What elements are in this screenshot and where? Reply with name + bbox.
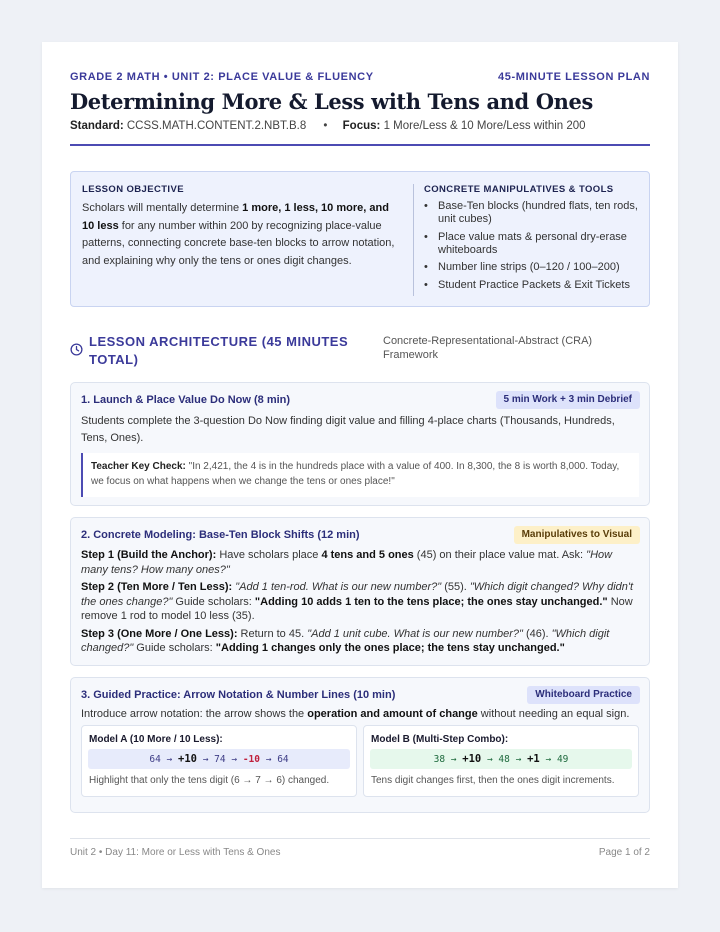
section-intro: Introduce arrow notation: the arrow shows the operation and amount of change without needing an equal sign.: [81, 708, 630, 720]
section-concrete-modeling: [70, 517, 650, 666]
section-body: Students complete the 3-question Do Now finding digit value and filling 4-place charts (Thousands, Hundreds, Tens, Ones).: [81, 415, 615, 444]
arrow-notation: 38 → +10 → 48 → +1 → 49: [370, 749, 632, 769]
standard-value: CCSS.MATH.CONTENT.2.NBT.B.8: [126, 120, 307, 132]
section-launch: [70, 382, 650, 506]
model-heading: Model A (10 More / 10 Less):: [89, 734, 223, 745]
header-top-line: [70, 71, 650, 83]
plan-label: 45-MINUTE LESSON PLAN: [498, 71, 650, 83]
arrow-notation: 64 → +10 → 74 → -10 → 64: [88, 749, 350, 769]
arrow-icon: →: [486, 754, 493, 765]
objective-box: [70, 171, 650, 307]
objective-panel: [82, 184, 402, 270]
arrow-icon: →: [265, 754, 272, 765]
tools-list: [424, 200, 643, 292]
page-number: Page 1 of 2: [598, 847, 650, 858]
model-note: Highlight that only the tens digit (6 → 7 → 6) changed.: [89, 775, 330, 786]
objective-text: Scholars will mentally determine 1 more, 1 less, 10 more, and 10 less for any number within 200 by recognizing place-value patterns, connecting concrete base-ten blocks to arrow notation, and explaining why only the tens or ones digit changes.: [82, 202, 395, 267]
step-1: Step 1 (Build the Anchor): Have scholars place 4 tens and 5 ones (45) on their place value mat. Ask: "How many tens? How many ones?": [81, 549, 613, 576]
activity-badge: Whiteboard Practice: [527, 686, 640, 704]
arrow-icon: →: [450, 754, 457, 765]
clock-icon: [70, 343, 83, 356]
footer-divider: [70, 838, 650, 839]
list-item: • Number line strips (0–120 / 100–200): [424, 261, 643, 274]
step-3: Step 3 (One More / One Less): Return to 45. "Add 1 unit cube. What is our new number?" (46). "Which digit changed?" Guide scholars: "Adding 1 changes only the ones place; the tens stay unchanged.": [81, 627, 610, 654]
steps-list: [81, 548, 639, 659]
footer: [70, 847, 650, 858]
objective-heading: LESSON OBJECTIVE: [82, 184, 184, 195]
tools-panel: [413, 184, 643, 296]
footer-left: Unit 2 • Day 11: More or Less with Tens & Ones: [70, 847, 281, 858]
page-title: Determining More & Less with Tens and Ones: [70, 89, 593, 114]
time-badge: 5 min Work + 3 min Debrief: [496, 391, 640, 409]
focus-label: Focus:: [342, 120, 381, 132]
stage-badge: Manipulatives to Visual: [514, 526, 640, 544]
lesson-plan-page: [42, 42, 678, 888]
model-note: Tens digit changes first, then the ones digit increments.: [371, 775, 615, 786]
arrow-icon: →: [515, 754, 522, 765]
list-item: • Base-Ten blocks (hundred flats, ten rods, unit cubes): [424, 200, 643, 226]
tools-heading: CONCRETE MANIPULATIVES & TOOLS: [424, 184, 614, 195]
arrow-icon: →: [545, 754, 552, 765]
architecture-title: LESSON ARCHITECTURE (45 MINUTES TOTAL): [89, 334, 349, 367]
arrow-icon: →: [231, 754, 238, 765]
teacher-key-check: Teacher Key Check: "In 2,421, the 4 is in the hundreds place with a value of 400. In 8,300, the 8 is worth 8,000. Today, we focus on what happens when we change the tens or ones place!": [81, 453, 639, 497]
model-a-card: [81, 725, 357, 797]
section-guided-practice: [70, 677, 650, 813]
list-item: • Student Practice Packets & Exit Tickets: [424, 279, 643, 292]
models-row: [81, 725, 639, 797]
model-b-card: [363, 725, 639, 797]
model-heading: Model B (Multi-Step Combo):: [371, 734, 509, 745]
section-title: 3. Guided Practice: Arrow Notation & Number Lines (10 min): [81, 689, 396, 701]
separator-dot: •: [323, 120, 328, 132]
standard-line: [70, 120, 586, 132]
list-item: • Place value mats & personal dry-erase whiteboards: [424, 231, 643, 257]
architecture-framework: Concrete-Representational-Abstract (CRA) Framework: [383, 335, 593, 361]
standard-label: Standard:: [70, 120, 124, 132]
focus-value: 1 More/Less & 10 More/Less within 200: [383, 120, 586, 132]
header-divider: [70, 144, 650, 146]
section-title: 1. Launch & Place Value Do Now (8 min): [81, 394, 291, 406]
unit-label: GRADE 2 MATH • UNIT 2: PLACE VALUE & FLUENCY: [70, 71, 374, 83]
section-title: 2. Concrete Modeling: Base-Ten Block Shifts (12 min): [81, 529, 360, 541]
arrow-icon: →: [166, 754, 173, 765]
arrow-icon: →: [202, 754, 209, 765]
step-2: Step 2 (Ten More / Ten Less): "Add 1 ten-rod. What is our new number?" (55). "Which digit changed? Why didn't the ones change?" Guide scholars: "Adding 10 adds 1 ten to the tens place; the ones stay unchanged." Now remove 1 rod to model 10 less (35).: [81, 581, 634, 622]
